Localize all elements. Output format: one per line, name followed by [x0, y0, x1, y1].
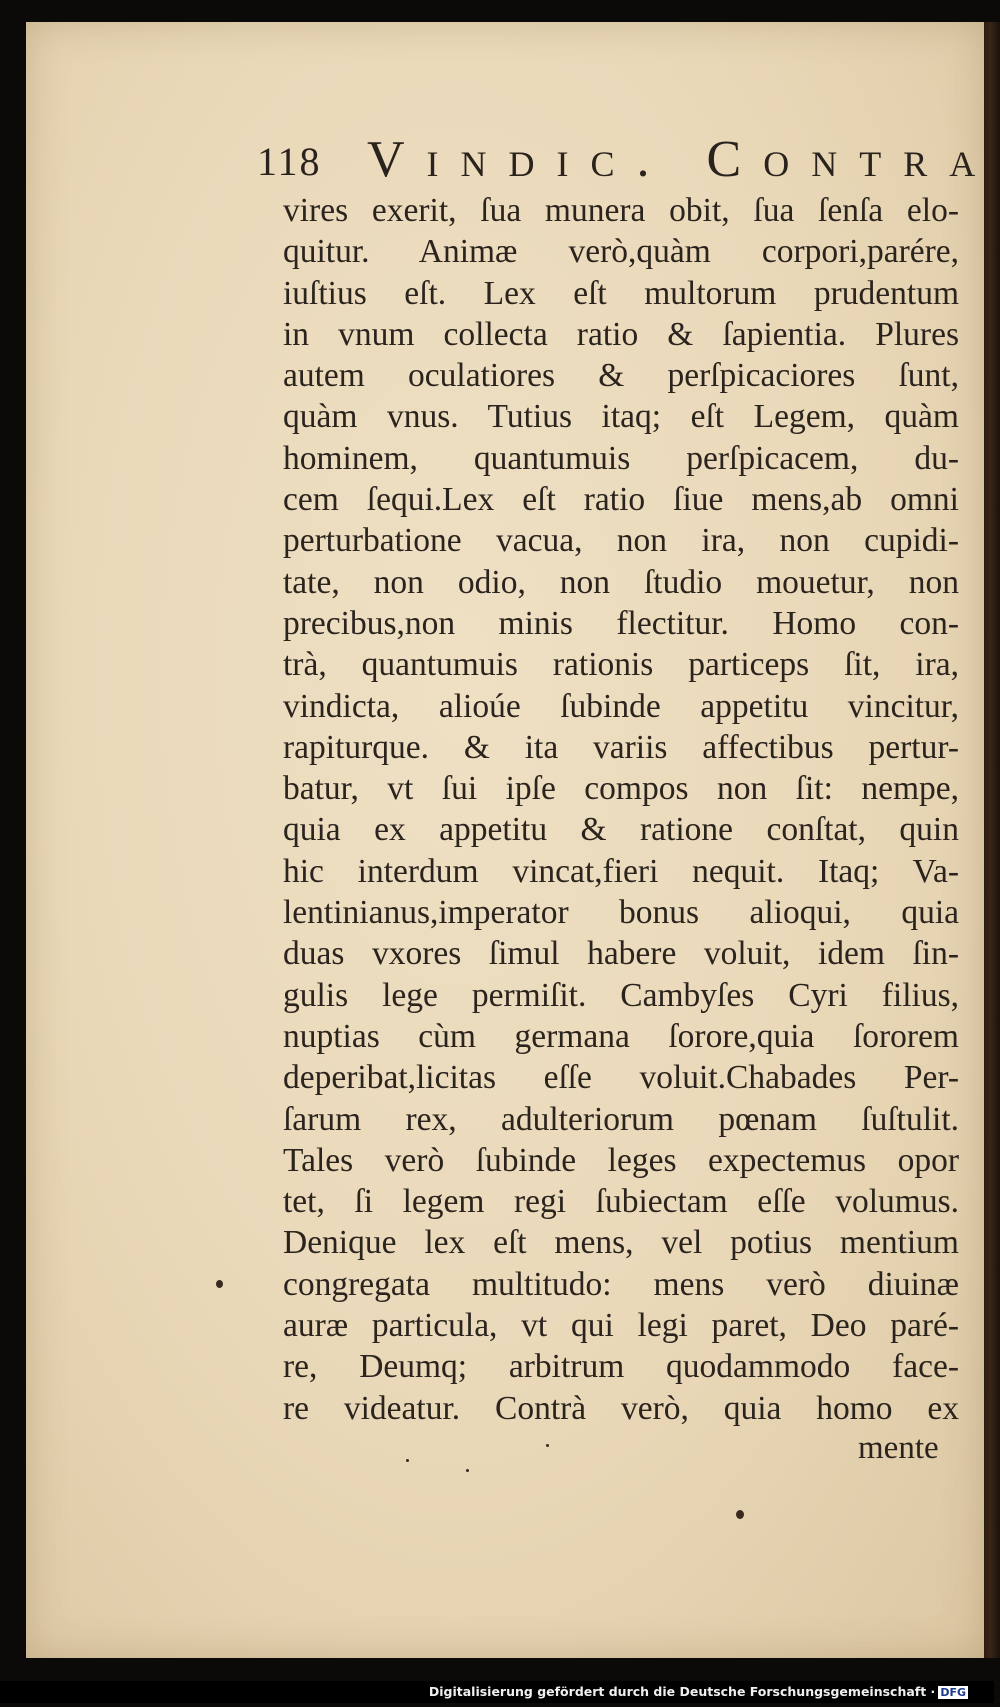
ink-speck [406, 1459, 409, 1462]
ink-speck [736, 1510, 744, 1519]
text-line: re, Deumq; arbitrum quodammodo face- [283, 1348, 959, 1386]
text-line: Denique lex eſt mens, vel potius mentium [283, 1224, 959, 1262]
text-line: vindicta, alioúe ſubinde appetitu vincitur, [283, 687, 959, 725]
text-line: hic interdum vincat,fieri nequit. Itaq; Va- [283, 852, 959, 890]
text-line: perturbatione vacua, non ira, non cupidi- [283, 522, 959, 560]
text-line: nuptias cùm germana ſorore,quia ſororem [283, 1017, 959, 1055]
ink-speck [546, 1444, 549, 1447]
ink-speck [216, 1280, 223, 1288]
running-title: Vindic. Contra [367, 131, 998, 188]
ink-speck [466, 1469, 469, 1472]
text-line: re videatur. Contrà verò, quia homo ex [283, 1389, 959, 1427]
page-number: 118 [257, 139, 322, 184]
text-line: precibus,non minis flectitur. Homo con- [283, 604, 959, 642]
text-line: iuſtius eſt. Lex eſt multorum prudentum [283, 274, 959, 312]
text-line: batur, vt ſui ipſe compos non ſit: nempe, [283, 770, 959, 808]
text-line: rapiturque. & ita variis affectibus pertur- [283, 728, 959, 766]
book-spine [984, 22, 1000, 1658]
text-line: deperibat,licitas eſſe voluit.Chabades Per- [283, 1059, 959, 1097]
text-line: Tales verò ſubinde leges expectemus opor [283, 1141, 959, 1179]
text-line: congregata multitudo: mens verò diuinæ [283, 1265, 959, 1303]
text-line: in vnum collecta ratio & ſapientia. Plures [283, 315, 959, 353]
text-line: hominem, quantumuis perſpicacem, du- [283, 439, 959, 477]
dfg-logo-icon: DFG [940, 1686, 966, 1699]
funding-credit [429, 1681, 968, 1703]
text-line: quàm vnus. Tutius itaq; eſt Legem, quàm [283, 398, 959, 436]
text-line: ſarum rex, adulteriorum pœnam ſuſtulit. [283, 1100, 959, 1138]
text-line: lentinianus,imperator bonus alioqui, quia [283, 894, 959, 932]
text-line: vires exerit, ſua munera obit, ſua ſenſa elo- [283, 192, 959, 229]
funding-credit-text: Digitalisierung gefördert durch die Deutsche Forschungsgemeinschaft · [428, 1684, 936, 1699]
text-line: autem oculatiores & perſpicaciores ſunt, [283, 357, 959, 395]
digitization-footer [0, 1681, 994, 1703]
text-line: cem ſequi.Lex eſt ratio ſiue mens,ab omni [283, 481, 959, 519]
text-line: quitur. Animæ verò,quàm corpori,parére, [283, 233, 959, 271]
text-line: quia ex appetitu & ratione conſtat, quin [283, 811, 959, 849]
text-line: duas vxores ſimul habere voluit, idem ſin- [283, 935, 959, 973]
page-header [257, 130, 998, 190]
text-line: auræ particula, vt qui legi paret, Deo paré- [283, 1307, 959, 1345]
text-line: trà, quantumuis rationis particeps ſit, ira, [283, 646, 959, 684]
body-text [283, 190, 959, 1429]
text-line: tate, non odio, non ſtudio mouetur, non [283, 563, 959, 601]
text-line: gulis lege permiſit. Cambyſes Cyri filius, [283, 976, 959, 1014]
catchword: mente [858, 1430, 939, 1466]
text-line: tet, ſi legem regi ſubiectam eſſe volumus. [283, 1183, 959, 1221]
